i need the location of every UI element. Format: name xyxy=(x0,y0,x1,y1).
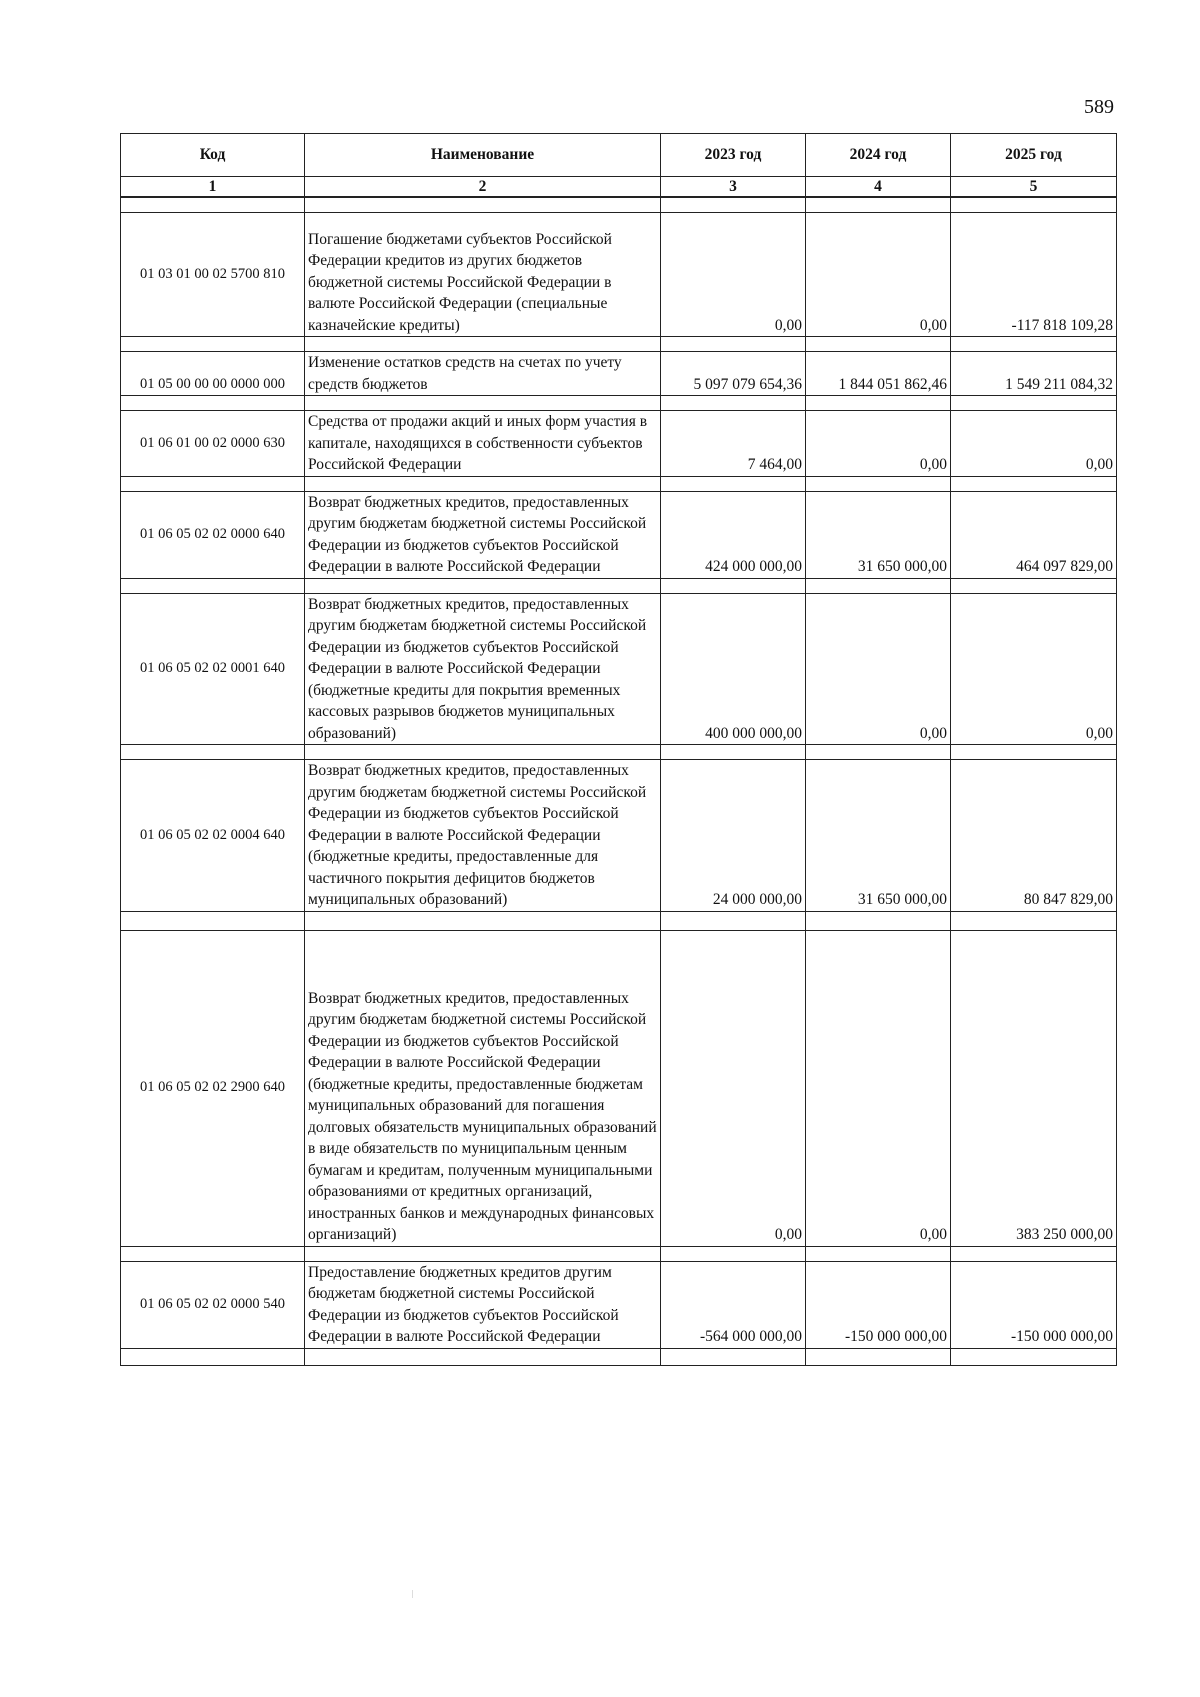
row-value-2023: 24 000 000,00 xyxy=(661,760,806,912)
row-name: Возврат бюджетных кредитов, предоставленных другим бюджетам бюджетной системы Российской Федерации из бюджетов субъектов Российской Федерации в валюте Российской Федерации xyxy=(305,491,661,578)
row-value-2023: 424 000 000,00 xyxy=(661,491,806,578)
scan-artifact xyxy=(412,1590,413,1598)
table-row xyxy=(121,930,1117,1246)
table-row xyxy=(121,1261,1117,1348)
row-value-2024: -150 000 000,00 xyxy=(806,1261,951,1348)
row-value-2025: 464 097 829,00 xyxy=(951,491,1117,578)
table-row xyxy=(121,491,1117,578)
row-value-2024: 31 650 000,00 xyxy=(806,491,951,578)
row-value-2024: 1 844 051 862,46 xyxy=(806,352,951,396)
table-row xyxy=(121,760,1117,912)
row-value-2025: 383 250 000,00 xyxy=(951,930,1117,1246)
page-number: 589 xyxy=(1084,96,1114,118)
row-value-2024: 0,00 xyxy=(806,593,951,745)
row-code: 01 06 05 02 02 0000 540 xyxy=(121,1261,305,1348)
row-value-2025: 80 847 829,00 xyxy=(951,760,1117,912)
spacer-row xyxy=(121,337,1117,352)
column-number: 3 xyxy=(661,177,806,198)
column-number: 5 xyxy=(951,177,1117,198)
column-number-row xyxy=(121,177,1117,198)
column-number: 4 xyxy=(806,177,951,198)
spacer-row xyxy=(121,396,1117,411)
row-value-2024: 31 650 000,00 xyxy=(806,760,951,912)
row-value-2023: 5 097 079 654,36 xyxy=(661,352,806,396)
table-row xyxy=(121,411,1117,477)
row-value-2023: 0,00 xyxy=(661,930,806,1246)
row-value-2025: 0,00 xyxy=(951,593,1117,745)
spacer-row xyxy=(121,476,1117,491)
spacer-row xyxy=(121,1348,1117,1365)
row-value-2025: 1 549 211 084,32 xyxy=(951,352,1117,396)
row-value-2023: 400 000 000,00 xyxy=(661,593,806,745)
spacer-row xyxy=(121,911,1117,930)
table-row xyxy=(121,213,1117,337)
header-name: Наименование xyxy=(305,134,661,177)
row-code: 01 06 01 00 02 0000 630 xyxy=(121,411,305,477)
row-code: 01 06 05 02 02 0004 640 xyxy=(121,760,305,912)
header-2025: 2025 год xyxy=(951,134,1117,177)
row-name: Изменение остатков средств на счетах по учету средств бюджетов xyxy=(305,352,661,396)
row-name: Возврат бюджетных кредитов, предоставленных другим бюджетам бюджетной системы Российской Федерации из бюджетов субъектов Российской Федерации в валюте Российской Федерации (бюджетные кредиты, предоставленные бюджетам муниципальных образований для погашения долговых обязательств муниципальных образований в виде обязательств по муниципальным ценным бумагам и кредитам, полученным муниципальными образованиями от кредитных организаций, иностранных банков и международных финансовых организаций) xyxy=(305,930,661,1246)
header-2024: 2024 год xyxy=(806,134,951,177)
row-name: Погашение бюджетами субъектов Российской Федерации кредитов из других бюджетов бюджетной системы Российской Федерации в валюте Российской Федерации (специальные казначейские кредиты) xyxy=(305,213,661,337)
row-value-2023: -564 000 000,00 xyxy=(661,1261,806,1348)
row-value-2025: -150 000 000,00 xyxy=(951,1261,1117,1348)
header-2023: 2023 год xyxy=(661,134,806,177)
column-number: 1 xyxy=(121,177,305,198)
row-name: Возврат бюджетных кредитов, предоставленных другим бюджетам бюджетной системы Российской Федерации из бюджетов субъектов Российской Федерации в валюте Российской Федерации (бюджетные кредиты для покрытия временных кассовых разрывов бюджетов муниципальных образований) xyxy=(305,593,661,745)
row-value-2024: 0,00 xyxy=(806,411,951,477)
header-code: Код xyxy=(121,134,305,177)
spacer-row xyxy=(121,197,1117,213)
spacer-row xyxy=(121,578,1117,593)
row-value-2024: 0,00 xyxy=(806,930,951,1246)
row-value-2023: 7 464,00 xyxy=(661,411,806,477)
row-code: 01 06 05 02 02 2900 640 xyxy=(121,930,305,1246)
row-value-2025: 0,00 xyxy=(951,411,1117,477)
row-name: Возврат бюджетных кредитов, предоставленных другим бюджетам бюджетной системы Российской Федерации из бюджетов субъектов Российской Федерации в валюте Российской Федерации (бюджетные кредиты, предоставленные для частичного покрытия дефицитов бюджетов муниципальных образований) xyxy=(305,760,661,912)
row-code: 01 06 05 02 02 0001 640 xyxy=(121,593,305,745)
table-row xyxy=(121,352,1117,396)
row-value-2023: 0,00 xyxy=(661,213,806,337)
row-value-2025: -117 818 109,28 xyxy=(951,213,1117,337)
row-value-2024: 0,00 xyxy=(806,213,951,337)
table-row xyxy=(121,593,1117,745)
spacer-row xyxy=(121,1246,1117,1261)
column-number: 2 xyxy=(305,177,661,198)
header-row xyxy=(121,134,1117,177)
row-code: 01 03 01 00 02 5700 810 xyxy=(121,213,305,337)
row-code: 01 05 00 00 00 0000 000 xyxy=(121,352,305,396)
row-name: Предоставление бюджетных кредитов другим бюджетам бюджетной системы Российской Федерации из бюджетов субъектов Российской Федерации в валюте Российской Федерации xyxy=(305,1261,661,1348)
row-code: 01 06 05 02 02 0000 640 xyxy=(121,491,305,578)
row-name: Средства от продажи акций и иных форм участия в капитале, находящихся в собственности субъектов Российской Федерации xyxy=(305,411,661,477)
budget-table xyxy=(120,133,1117,1366)
spacer-row xyxy=(121,745,1117,760)
